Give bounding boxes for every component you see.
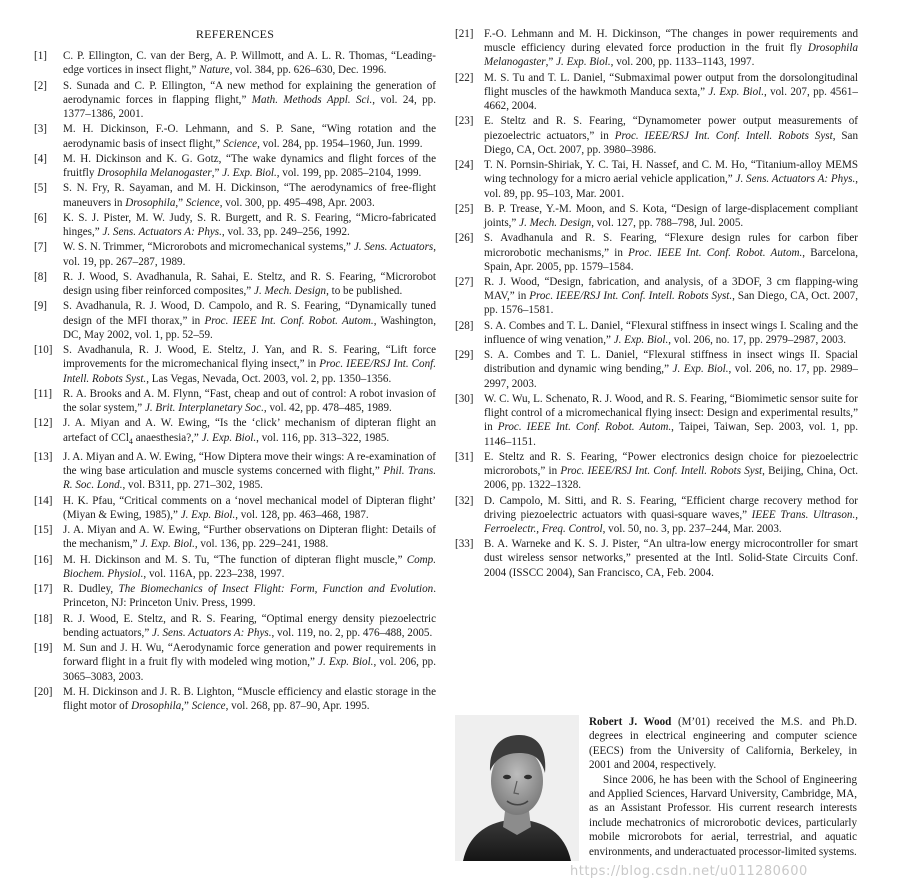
reference-entry (455, 71, 858, 114)
reference-number: [18] (34, 612, 53, 625)
reference-text (484, 71, 858, 114)
reference-number: [6] (34, 211, 47, 224)
reference-venue: Proc. IEEE Int. Conf. Robot. Autom. (204, 314, 374, 327)
reference-segment: , vol. 119, no. 2, pp. 476–488, 2005. (271, 626, 433, 639)
reference-segment: , vol. 136, pp. 229–241, 1988. (194, 538, 329, 551)
reference-segment: T. N. Pornsin-Shiriak, Y. C. Tai, H. Nassef, and C. M. Ho, “Titanium-alloy MEMS wing technology for a micro aerial vehicle application,” (484, 159, 858, 186)
reference-venue: Drosophila (131, 700, 182, 713)
reference-venue: J. Exp. Biol. (556, 56, 611, 69)
reference-segment: , San Diego, CA, Oct. 2007, pp. 3980–3986. (484, 129, 858, 156)
reference-text (63, 122, 436, 150)
reference-segment: , vol. 128, pp. 463–468, 1987. (235, 508, 369, 521)
reference-entry (455, 231, 858, 274)
reference-venue: J. Exp. Biol. (672, 363, 729, 376)
reference-venue: J. Exp. Biol. (318, 656, 374, 669)
reference-segment: , Beijing, China, Oct. 2006, pp. 1322–1328. (484, 465, 858, 492)
reference-segment: , vol. 116A, pp. 223–238, 1997. (143, 567, 285, 580)
reference-segment: R. Dudley, (63, 583, 119, 596)
reference-segment: R. A. Brooks and A. M. Flynn, “Fast, cheap and out of control: A robot invasion of the solar system,” (63, 387, 436, 415)
reference-segment: , vol. 300, pp. 495–498, Apr. 2003. (219, 196, 375, 209)
reference-entry (455, 202, 858, 230)
author-biography (455, 715, 857, 875)
reference-subscript: 4 (128, 436, 133, 446)
reference-entry (34, 270, 436, 298)
reference-segment: , vol. 200, pp. 1133–1143, 1997. (610, 56, 755, 69)
reference-venue: Science (185, 196, 220, 209)
reference-number: [16] (34, 553, 53, 566)
reference-segment: F.-O. Lehmann and M. H. Dickinson, “The changes in power requirements and muscle efficiency during elevated force production in the fruit fly (484, 28, 858, 55)
reference-entry (34, 387, 436, 415)
reference-venue: Science (191, 700, 226, 713)
reference-segment: , vol. 33, pp. 249–256, 1992. (221, 226, 350, 239)
reference-venue: Drosophila Melanogaster (97, 167, 212, 180)
reference-segment: , Washington, DC, May 2002, vol. 1, pp. 52–59. (63, 314, 437, 341)
reference-entry (455, 114, 858, 157)
reference-text (484, 494, 858, 537)
reference-entry (455, 348, 858, 391)
reference-text (63, 523, 436, 551)
reference-segment: S. A. Combes and T. L. Daniel, “Flexural stiffness in insect wings I. Scaling and the influence of wing venation,” (484, 319, 858, 346)
reference-segment: . Princeton, NJ: Princeton Univ. Press, 1999. (63, 583, 436, 610)
reference-segment: C. P. Ellington, C. van der Berg, A. P. Willmott, and A. L. R. Thomas, “Leading-edge vortices in insect flight,” (63, 50, 436, 77)
reference-segment: S. Avadhanula and R. S. Fearing, “Flexure design rules for carbon fiber microrobotic mechanisms,” in (484, 232, 858, 259)
reference-segment: anaesthesia?,” (132, 431, 202, 444)
reference-segment: S. A. Combes and T. L. Daniel, “Flexural stiffness in insect wings II. Spacial distribution and dynamic wing bending,” (484, 349, 858, 376)
reference-venue: J. Exp. Biol. (180, 508, 236, 521)
reference-segment: , vol. 206, pp. 3065–3083, 2003. (63, 656, 436, 683)
reference-entry (34, 612, 436, 640)
reference-segment: ,” (545, 56, 557, 69)
reference-text (484, 392, 858, 449)
reference-number: [31] (455, 450, 474, 463)
reference-text (63, 181, 436, 209)
reference-venue: J. Exp. Biol. (708, 85, 764, 98)
reference-entry (34, 49, 436, 77)
reference-segment: , vol. 207, pp. 4561–4662, 2004. (484, 85, 858, 113)
reference-number: [15] (34, 524, 53, 537)
reference-text (63, 685, 436, 713)
reference-number: [23] (455, 115, 474, 128)
reference-segment: H. K. Pfau, “Critical comments on a ‘novel mechanical model of Dipteran flight’ (Miyan & Ewing, 1985),” (63, 494, 436, 521)
reference-entry (34, 450, 436, 493)
reference-text (63, 299, 436, 342)
reference-number: [11] (34, 387, 53, 400)
reference-text (484, 450, 858, 493)
reference-number: [7] (34, 241, 47, 254)
reference-segment: , vol. 206, no. 17, pp. 2989–2997, 2003. (484, 363, 858, 390)
reference-text (63, 416, 436, 449)
bio-paragraph-1-text: (M’01) received the M.S. and Ph.D. degrees in electrical engineering and computer science (EECS) from the University of California, Berkeley, in 2001 and 2004, respectively. (589, 716, 857, 772)
reference-segment: M. H. Dickinson and M. S. Tu, “The function of dipteran flight muscle,” (63, 553, 407, 566)
reference-number: [29] (455, 349, 474, 362)
author-portrait-drawing (455, 715, 579, 861)
references-left-column (34, 0, 436, 714)
reference-venue: J. Exp. Biol. (222, 167, 277, 180)
reference-text (484, 202, 858, 230)
reference-venue: Proc. IEEE/RSJ Int. Conf. Intell. Robots Syst. (63, 358, 436, 385)
reference-number: [4] (34, 152, 47, 165)
reference-segment: , vol. 206, no. 17, pp. 2979–2987, 2003. (668, 333, 847, 346)
reference-text (63, 494, 436, 522)
reference-entry (34, 553, 436, 581)
reference-venue: J. Sens. Actuators A: Phys. (735, 173, 856, 186)
reference-number: [3] (34, 123, 47, 136)
reference-text (484, 158, 858, 201)
reference-segment: , vol. 384, pp. 626–630, Dec. 1996. (229, 64, 387, 77)
reference-segment: , vol. 127, pp. 788–798, Jul. 2005. (591, 217, 744, 230)
reference-segment: W. C. Wu, L. Schenato, R. J. Wood, and R. S. Fearing, “Biomimetic sensor suite for flight control of a micromechanical flying insect: Design and experimental results,” in (484, 392, 858, 434)
reference-segment: , Las Vegas, Nevada, Oct. 2003, vol. 2, pp. 1350–1356. (146, 372, 392, 385)
reference-segment: , vol. 268, pp. 87–90, Apr. 1995. (225, 700, 370, 713)
reference-segment: J. A. Miyan and A. W. Ewing, “How Diptera move their wings: A re-examination of the wing base articulation and muscle systems concerned with flight,” (63, 451, 436, 478)
reference-segment: , vol. B311, pp. 271–302, 1985. (122, 479, 263, 492)
reference-segment: S. N. Fry, R. Sayaman, and M. H. Dickinson, “The aerodynamics of free-flight maneuvers in (63, 182, 436, 209)
reference-text (63, 612, 436, 640)
reference-venue: J. Mech. Design (519, 217, 592, 230)
references-right-column (455, 0, 858, 581)
reference-venue: IEEE Trans. Ultrason., Ferroelectr., Freq. Control (484, 508, 858, 535)
reference-venue: Proc. IEEE Int. Conf. Robot. Autom. (628, 246, 803, 259)
reference-segment: J. A. Miyan and A. W. Ewing, “Is the ‘click’ mechanism of dipteran flight an artefact of CCl (63, 417, 436, 444)
reference-number: [19] (34, 642, 53, 655)
reference-text (484, 231, 858, 274)
reference-list-left (34, 49, 436, 713)
reference-number: [32] (455, 494, 474, 507)
reference-segment: ,” (175, 196, 186, 209)
reference-venue: Drosophila (125, 196, 176, 209)
reference-segment: , vol. 116, pp. 313–322, 1985. (256, 431, 390, 444)
reference-entry (455, 319, 858, 347)
reference-segment: M. Sun and J. H. Wu, “Aerodynamic force generation and power requirements in forward flight in a fruit fly with modeled wing motion,” (63, 642, 436, 669)
reference-number: [1] (34, 50, 47, 63)
reference-segment: B. P. Trease, Y.-M. Moon, and S. Kota, “Design of large-displacement compliant joints,” (484, 202, 858, 230)
reference-number: [28] (455, 319, 474, 332)
reference-segment: , Taipei, Taiwan, Sep. 2003, vol. 1, pp. 1146–1151. (484, 421, 858, 448)
reference-number: [13] (34, 451, 53, 464)
reference-entry (34, 685, 436, 713)
reference-segment: , vol. 89, pp. 95–103, Mar. 2001. (484, 173, 858, 200)
reference-venue: J. Exp. Biol. (140, 538, 195, 551)
reference-segment: R. J. Wood, “Design, fabrication, and analysis, of a 3DOF, 3 cm flapping-wing MAV,” in (484, 276, 858, 303)
reference-text (63, 79, 436, 122)
reference-segment: S. Sunada and C. P. Ellington, “A new method for explaining the generation of aerodynamic forces in flapping flight,” (63, 79, 436, 106)
reference-venue: J. Exp. Biol. (613, 333, 669, 346)
reference-venue: J. Sens. Actuators (353, 241, 434, 254)
reference-entry (455, 392, 858, 449)
reference-number: [5] (34, 182, 47, 195)
reference-text (63, 641, 436, 684)
reference-venue: Nature (199, 64, 230, 77)
reference-number: [9] (34, 300, 47, 313)
bio-paragraph-1 (589, 715, 857, 773)
reference-number: [17] (34, 583, 53, 596)
reference-venue: Drosophila Melanogaster (484, 42, 858, 69)
reference-text (484, 348, 858, 391)
reference-segment: , vol. 50, no. 3, pp. 237–244, Mar. 2003. (602, 522, 782, 535)
reference-text (63, 49, 436, 77)
reference-venue: J. Exp. Biol. (201, 431, 257, 444)
reference-entry (34, 181, 436, 209)
reference-segment: M. S. Tu and T. L. Daniel, “Submaximal power output from the dorsolongitudinal flight muscles of the hawkmoth Manduca sexta,” (484, 71, 858, 98)
reference-segment: , Barcelona, Spain, Apr. 2005, pp. 1579–1584. (484, 246, 858, 273)
reference-entry (455, 158, 858, 201)
reference-text (63, 152, 436, 180)
reference-number: [25] (455, 202, 474, 215)
reference-entry (34, 582, 436, 610)
reference-entry (34, 79, 436, 122)
reference-segment: M. H. Dickinson and K. G. Gotz, “The wake dynamics and flight forces of the fruitfly (63, 152, 436, 180)
reference-segment: E. Steltz and R. S. Fearing, “Power electronics design choice for piezoelectric microrobots,” in (484, 450, 858, 478)
reference-segment: , vol. 199, pp. 2085–2104, 1999. (276, 167, 422, 180)
reference-venue: Comp. Biochem. Physiol. (63, 553, 436, 580)
reference-segment: R. J. Wood, S. Avadhanula, R. Sahai, E. Steltz, and R. S. Fearing, “Microrobot design using fiber reinforced composites,” (63, 270, 436, 298)
reference-segment: , vol. 19, pp. 267–287, 1989. (63, 241, 437, 268)
reference-segment: J. A. Miyan and A. W. Ewing, “Further observations on Dipteran flight: Details of the mechanism,” (63, 524, 436, 551)
reference-segment: , vol. 284, pp. 1954–1960, Jun. 1999. (257, 137, 423, 150)
reference-segment: ,” (211, 167, 223, 180)
reference-venue: J. Mech. Design (254, 285, 327, 298)
references-heading (34, 27, 436, 41)
reference-venue: Proc. IEEE/RSJ Int. Conf. Intell. Robots Syst (560, 465, 763, 478)
reference-entry (455, 27, 858, 70)
reference-number: [22] (455, 71, 474, 84)
reference-text (484, 275, 858, 318)
reference-venue: J. Brit. Interplanetary Soc. (144, 402, 264, 415)
author-photo (455, 715, 579, 861)
reference-segment: E. Steltz and R. S. Fearing, “Dynamometer power output measurements of piezoelectric actuators,” in (484, 115, 858, 142)
reference-text (63, 343, 436, 386)
reference-number: [30] (455, 392, 474, 405)
reference-segment: M. H. Dickinson, F.-O. Lehmann, and S. P. Sane, “Wing rotation and the aerodynamic basis of insect flight,” (63, 123, 436, 150)
reference-number: [20] (34, 685, 53, 698)
reference-entry (455, 275, 858, 318)
reference-segment: S. Avadhanula, R. J. Wood, D. Campolo, and R. S. Fearing, “Dynamically tuned design of the MFI thorax,” in (63, 300, 436, 327)
reference-text (63, 582, 436, 610)
reference-number: [33] (455, 538, 474, 551)
reference-segment: , to be published. (326, 285, 403, 298)
reference-segment: R. J. Wood, E. Steltz, and R. S. Fearing, “Optimal energy density piezoelectric bending actuators,” (63, 612, 436, 639)
reference-entry (34, 152, 436, 180)
reference-text (63, 553, 436, 581)
reference-segment: , vol. 42, pp. 478–485, 1989. (263, 402, 392, 415)
reference-entry (455, 494, 858, 537)
reference-segment: D. Campolo, M. Sitti, and R. S. Fearing, “Efficient charge recovery method for driving piezoelectric actuators with quasi-square waves,” (484, 494, 858, 521)
author-bio-text (589, 715, 857, 859)
reference-number: [26] (455, 232, 474, 245)
reference-venue: Proc. IEEE/RSJ Int. Conf. Intell. Robots Syst (614, 129, 833, 142)
reference-text (63, 450, 436, 493)
reference-entry (34, 299, 436, 342)
reference-entry (455, 450, 858, 493)
reference-entry (34, 122, 436, 150)
reference-segment: ,” (181, 700, 192, 713)
reference-segment: S. Avadhanula, R. J. Wood, E. Steltz, J. Yan, and R. S. Fearing, “Lift force improvements for the micromechanical flying insect,” in (63, 344, 436, 371)
reference-venue: Phil. Trans. R. Soc. Lond. (63, 465, 437, 492)
reference-number: [21] (455, 28, 474, 40)
reference-venue: The Biomechanics of Insect Flight: Form, Function and Evolution (118, 583, 434, 596)
reference-segment: K. S. J. Pister, M. W. Judy, S. R. Burgett, and R. S. Fearing, “Micro-fabricated hinges,” (63, 211, 436, 239)
reference-text (63, 387, 436, 415)
heading-first-letter: R (195, 27, 205, 41)
reference-venue: J. Sens. Actuators A: Phys. (102, 226, 222, 239)
reference-venue: Proc. IEEE Int. Conf. Robot. Autom. (497, 421, 672, 434)
reference-segment: W. S. N. Trimmer, “Microrobots and micromechanical systems,” (63, 241, 354, 254)
reference-segment: B. A. Warneke and K. S. J. Pister, “An ultra-low energy microcontroller for smart dust wireless sensor networks,” presented at the Intl. Solid-State Circuits Conf. 2004 (ISSCC 2004), San Francisco, CA, Feb. 2004. (484, 538, 858, 579)
reference-entry (455, 537, 858, 580)
reference-text (63, 270, 436, 298)
reference-segment: M. H. Dickinson and J. R. B. Lighton, “Muscle efficiency and elastic storage in the flight motor of (63, 685, 436, 713)
reference-entry (34, 494, 436, 522)
reference-text (63, 211, 436, 239)
reference-text (484, 27, 858, 70)
reference-text (484, 537, 858, 580)
reference-number: [12] (34, 417, 53, 430)
reference-number: [14] (34, 494, 53, 507)
reference-number: [2] (34, 79, 47, 92)
reference-number: [10] (34, 344, 53, 357)
reference-entry (34, 211, 436, 239)
reference-number: [24] (455, 159, 474, 172)
reference-number: [27] (455, 276, 474, 289)
reference-segment: , San Diego, CA, Oct. 2007, pp. 1576–1581. (484, 290, 858, 317)
reference-entry (34, 416, 436, 449)
reference-number: [8] (34, 270, 47, 283)
reference-venue: J. Sens. Actuators A: Phys. (152, 626, 272, 639)
reference-venue: Math. Methods Appl. Sci. (251, 93, 373, 106)
bio-paragraph-2: Since 2006, he has been with the School of Engineering and Applied Sciences, Harvard University, Cambridge, MA, as an Assistant Professor. His current research interests include mechatronics of microrobotic devices, particularly mobile microrobots for aerial, terrestrial, and aquatic environments, and underactuated processor-limited systems. (589, 773, 857, 858)
reference-venue: Proc. IEEE/RSJ Int. Conf. Intell. Robots Syst. (529, 290, 733, 303)
reference-entry (34, 343, 436, 386)
reference-venue: Science (223, 137, 258, 150)
reference-text (484, 114, 858, 157)
author-name: Robert J. Wood (589, 716, 672, 728)
reference-text (484, 319, 858, 347)
reference-entry (34, 523, 436, 551)
reference-segment: , vol. 24, pp. 1377–1386, 2001. (63, 93, 436, 121)
reference-text (63, 240, 436, 268)
watermark-url: https://blog.csdn.net/u011280600 (570, 864, 808, 879)
reference-list-right (455, 27, 858, 580)
heading-rest: EFERENCES (204, 27, 275, 41)
reference-entry (34, 240, 436, 268)
reference-entry (34, 641, 436, 684)
